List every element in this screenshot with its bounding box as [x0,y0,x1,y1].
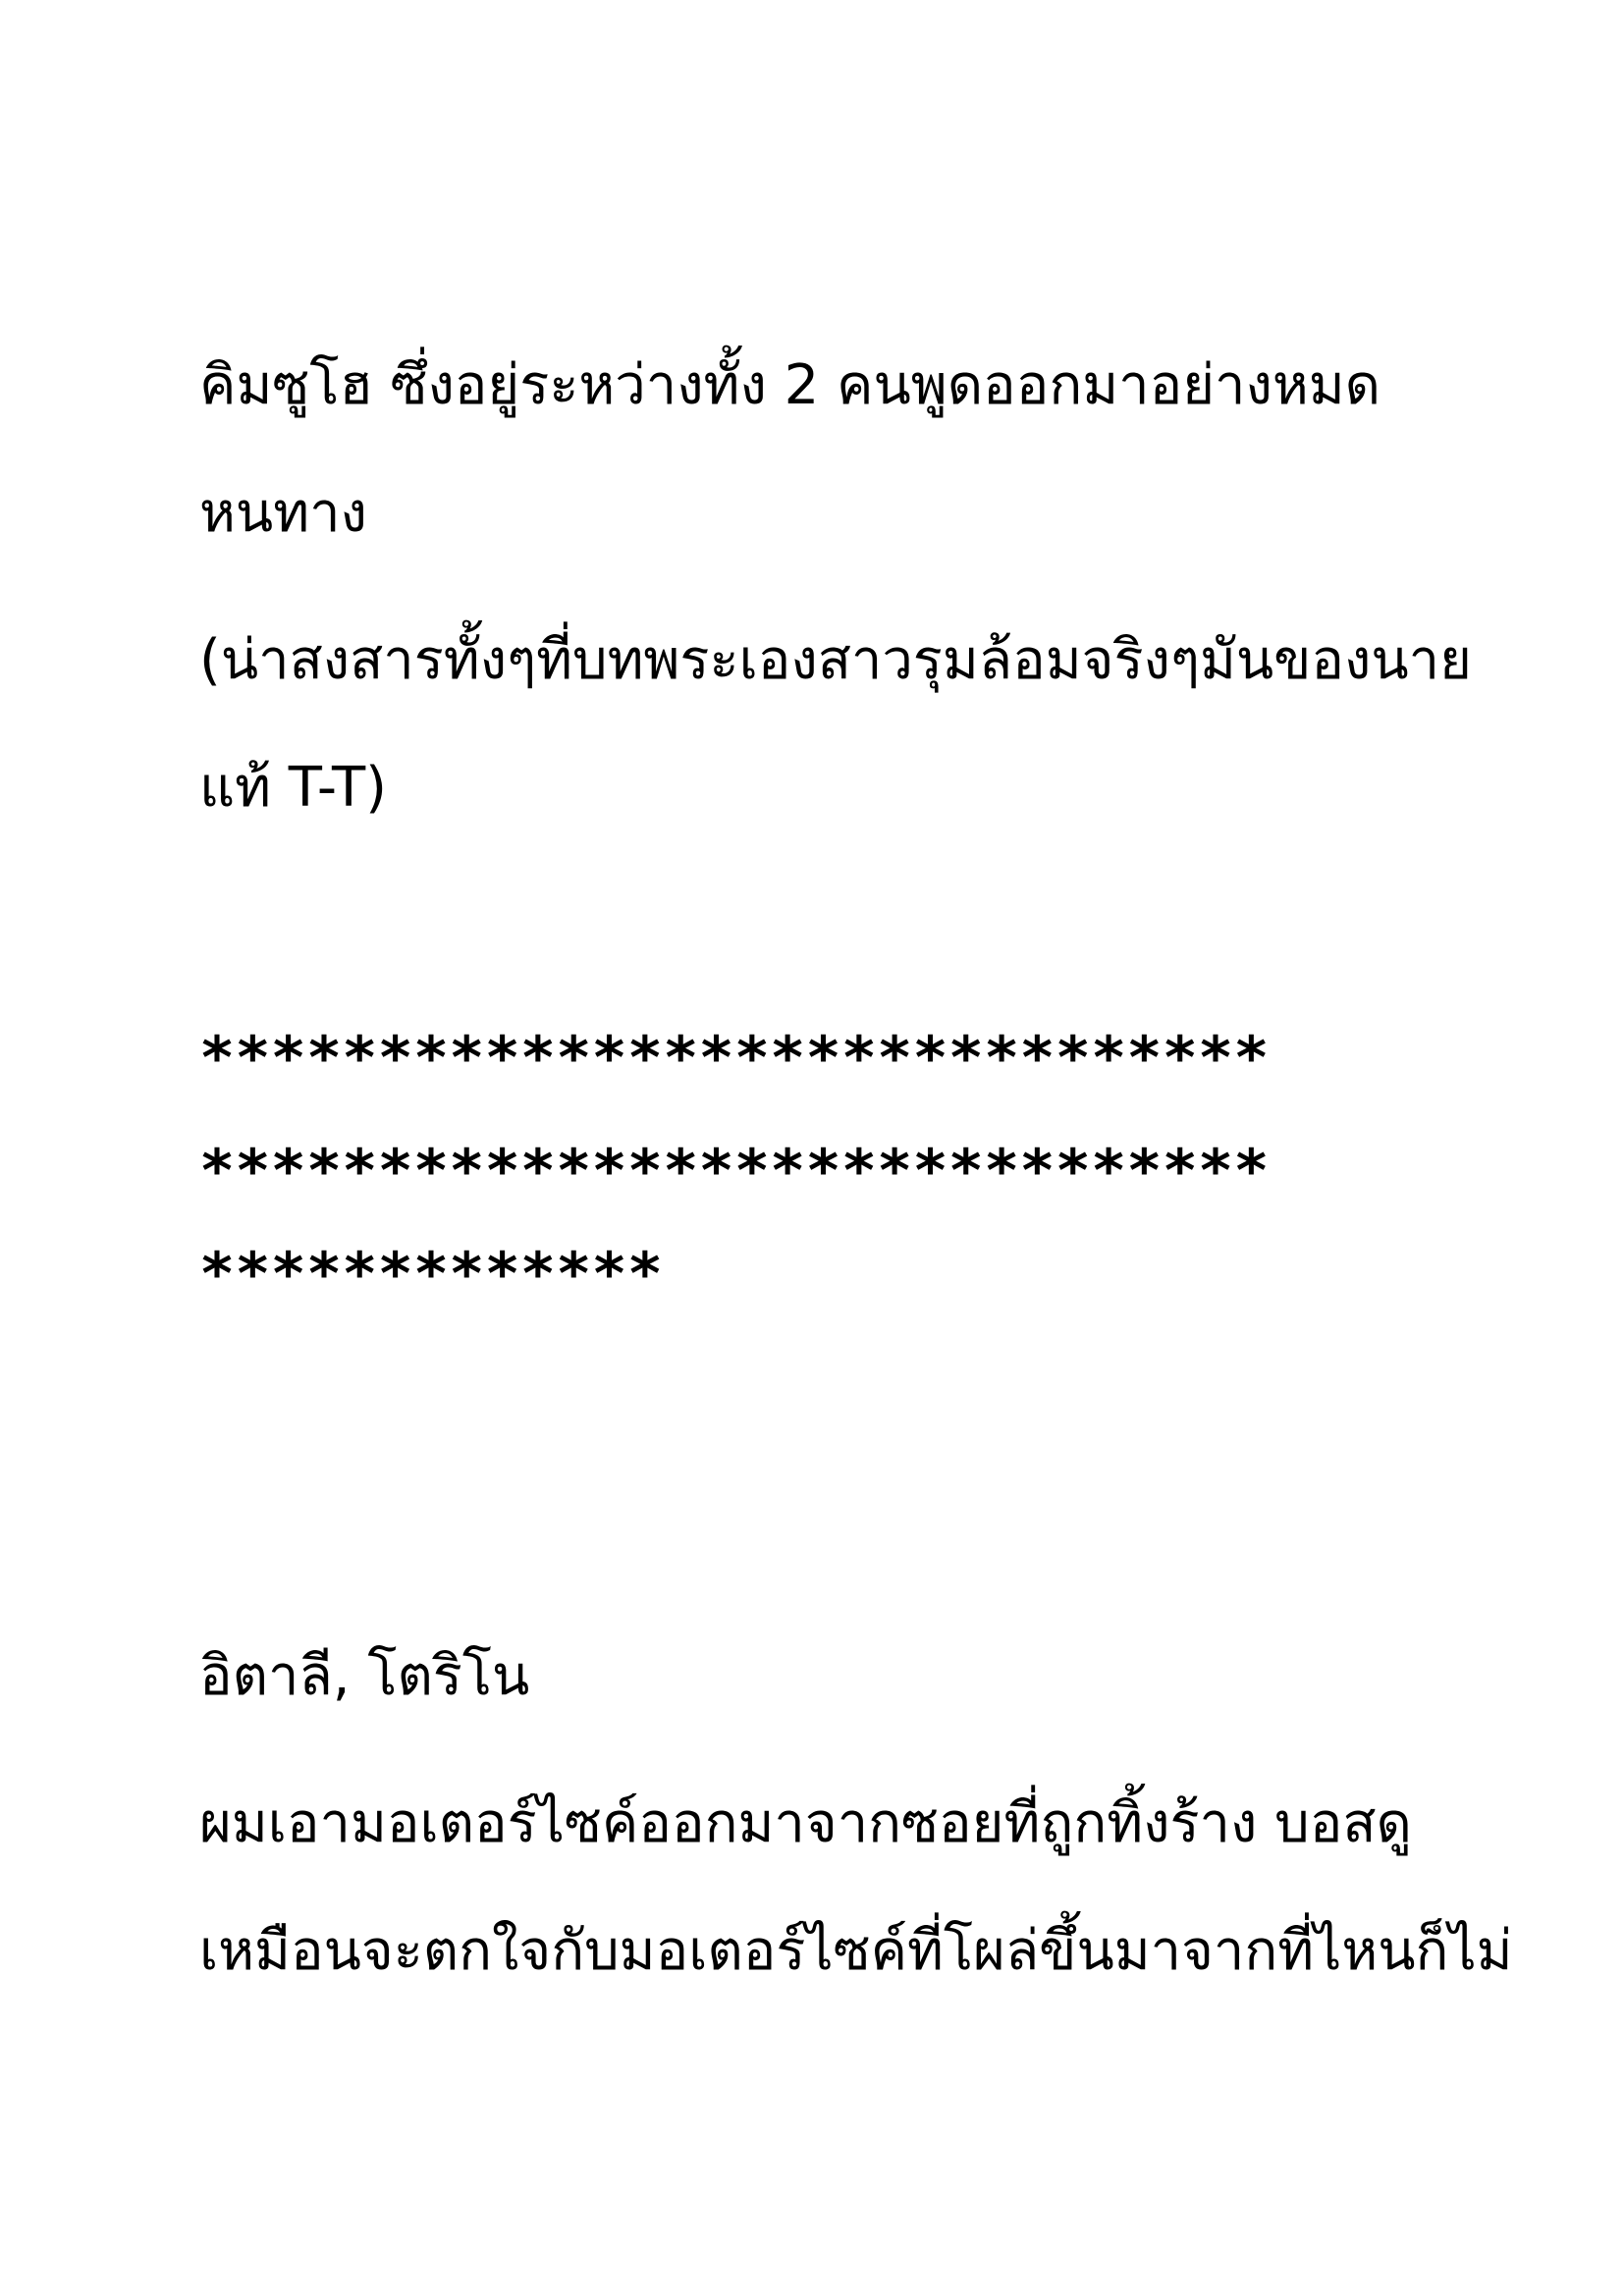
paragraph-2-line-2: แท้ T-T) [199,756,387,820]
separator-line-1: ****************************** [199,1024,1270,1093]
separator-line-2: ****************************** [199,1137,1270,1205]
paragraph-1-line-2: หนทาง [199,481,367,545]
paragraph-2-line-1: (น่าสงสารทั้งๆที่บทพระเองสาวรุมล้อมจริงๆมันของนาย [199,628,1472,692]
separator-line-3: ************* [199,1240,664,1308]
paragraph-3-line-1: ผมเอามอเตอร์ไซค์ออกมาจากซอยที่ถูกทิ้งร้าง บอสดู [199,1791,1412,1855]
location-heading: อิตาลี, โตริโน [199,1644,530,1708]
paragraph-3-line-2: เหมือนจะตกใจกับมอเตอร์ไซค์ที่โผล่ขึ้นมาจากที่ไหนก็ไม่ [199,1919,1513,1983]
paragraph-1-line-1: คิมซูโฮ ซึ่งอยู่ระหว่างทั้ง 2 คนพูดออกมาอย่างหมด [199,353,1381,417]
